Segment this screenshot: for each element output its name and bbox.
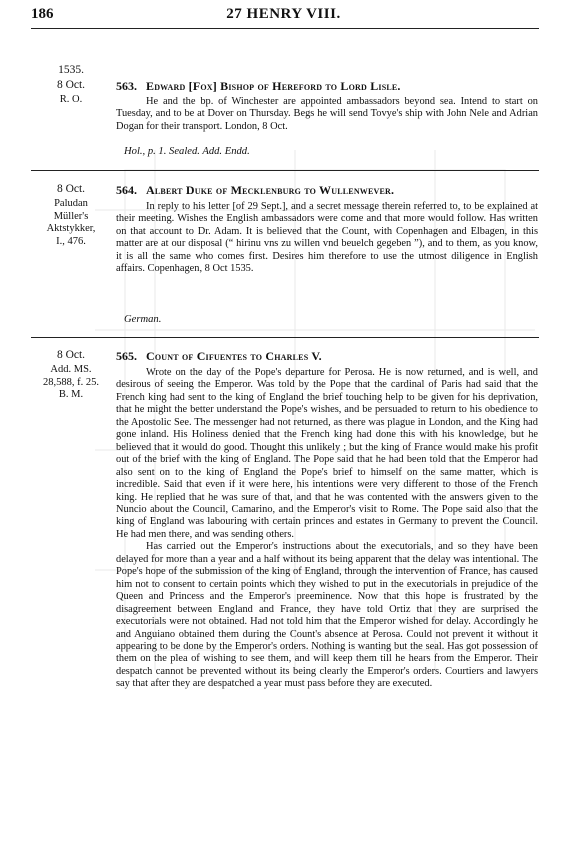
entry-563-date: 8 Oct. (56, 79, 86, 91)
entry-564-date: 8 Oct. (56, 183, 86, 195)
entry-title: Count of Cifuentes to Charles V. (146, 349, 322, 363)
entry-title: Edward [Fox] Bishop of Hereford to Lord Lisle. (146, 79, 401, 93)
source-line: Add. MS. (50, 364, 92, 375)
entry-565-heading (116, 349, 539, 363)
source-line: B. M. (58, 389, 84, 400)
source-line: R. O. (59, 94, 83, 105)
entry-number: 565. (116, 349, 137, 363)
entry-paragraph: Wrote on the day of the Pope's departure for Perosa. He is now returned, and is well, and desirous of seeing the Emperor. Was told by the Pope that the cardinal of Paris had said that the French king had sent to the king of England the brief touching help to be given for his deprivation, that he might the better understand the Pope's wishes, and be persuaded to return to his obedience to the Apostolic See. The messenger had not returned, as there was plague in London, and the King had gone inland. His Holiness denied that the French king had done this with his knowledge, but he believed that it would do good. Thought this unlikely ; but the king of France would make his profit out of the brief with the king of England. The Pope said that he had been told that the Emperor had also sent on to the king of England the Pope's brief to himself on the same matter, which is incredible. Said that even if it were here, his intentions were very different to those of the French king. He replied that he was sure of that, and that he was contented with the answers given to the Nuncio about the Council, Camarino, and the Emperor's visit to Rome. The Pope said also that the king of England was labouring with certain princes and estates in Germany to prevent the Council. He had men there, and was sending others. (116, 367, 538, 540)
entry-563-body (116, 96, 538, 133)
entry-separator (31, 170, 539, 171)
header-rule (31, 28, 539, 29)
entry-563-heading (116, 79, 539, 93)
entry-564-body (116, 201, 538, 276)
entry-565-source (34, 364, 108, 402)
running-title: 27 HENRY VIII. (226, 6, 341, 22)
entry-564-source (34, 198, 108, 248)
entry-564-heading (116, 183, 539, 197)
source-line: Paludan (54, 198, 88, 209)
entry-564-note: German. (124, 314, 162, 325)
entry-565-body (116, 367, 538, 691)
source-line: 28,588, f. 25. (43, 376, 99, 388)
entry-separator (31, 337, 539, 338)
entry-paragraph: He and the bp. of Winchester are appointed ambassadors beyond sea. Intend to start on Tuesday, and to be at Dover on Thursday. Begs he will send Tovye's ship with John Nele and Adrian Dogan for their transport. London, 8 Oct. (116, 96, 538, 132)
entry-563-source (34, 94, 108, 107)
source-line: I., 476. (56, 235, 86, 247)
entry-number: 564. (116, 183, 137, 197)
entry-title: Albert Duke of Mecklenburg to Wullenwever. (146, 183, 395, 197)
entry-paragraph: In reply to his letter [of 29 Sept.], and a secret message therein referred to, to be explained at their meeting. Wishes the English ambassadors were come and that more would follow. Has written on that account to Dr. Adam. It is believed that the Count, with Copenhagen and Elbagen, in this matter are at our disposal (“ hirinu vns zu willen vnd beuelch gegeben ”), and to them, as you know, it is all the same who comes first. Desires him therefore to use the utmost diligence in English affairs. Copenhagen, 8 Oct 1535. (116, 201, 538, 275)
source-line: Aktstykker, (46, 223, 96, 234)
entry-paragraph: Has carried out the Emperor's instructions about the executorials, and so they have been delayed for more than a year and a half without its being apparent that the delay was intentional. The Pope's hope of the submission of the king of England, through the intervention of France, has caused him not to consent to certain points which they wished to put in the executorials in prejudice of the Queen and Princess and the Emperor's preeminence. Now that this hope is frustrated by the disagreement between England and France, they have told Ortiz that they are surprised the executorials were not obtained. Had not told him that the Emperor wished for delay. Accordingly he and Anguiano obtained them during the Count's absence at Perosa. Could not prevent it without it appearing to be done by the Emperor's orders. Nothing is wanting but the seal. Has got possession of them on the plea of wishing to see them, and will keep them till he hears from the Emperor. Their despatch cannot be prevented without its being clearly the Emperor's orders. Courtiers and lawyers say that after they are despatched a year must pass before they are executed. (116, 541, 538, 690)
entry-number: 563. (116, 79, 137, 93)
entry-565-date: 8 Oct. (56, 349, 86, 361)
page-number: 186 (31, 6, 54, 22)
entry-563-note: Hol., p. 1. Sealed. Add. Endd. (124, 146, 250, 157)
source-line: Müller's (53, 210, 89, 222)
year-label: 1535. (58, 64, 84, 76)
